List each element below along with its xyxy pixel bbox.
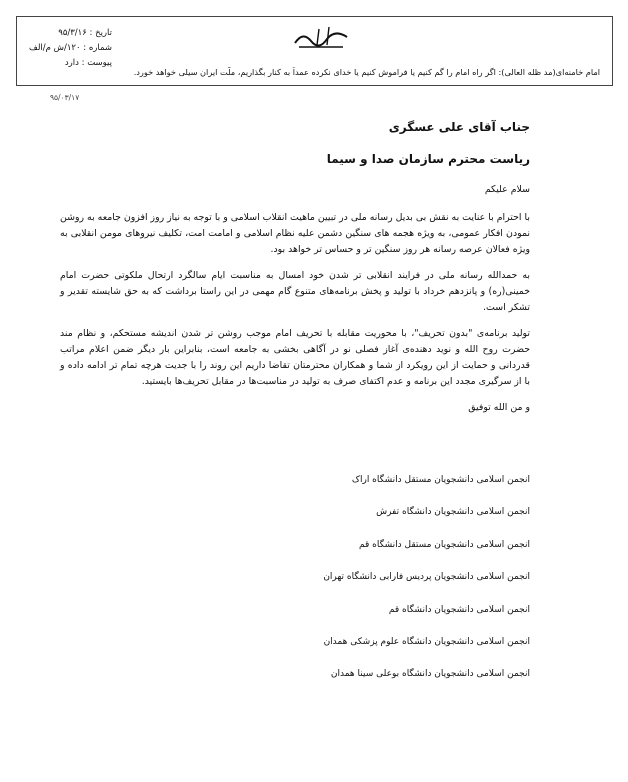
signatory: انجمن اسلامی دانشجویان دانشگاه قم — [388, 604, 530, 615]
imam-quote: امام خامنه‌ای(مد ظله العالی): اگر راه امام را گم کنیم یا فراموش کنیم یا خدای نکرده عمداً به کنار بگذاریم، ملّت ایران سیلی خواهد خورد. — [133, 67, 600, 77]
signatory: انجمن اسلامی دانشجویان دانشگاه تفرش — [376, 507, 530, 518]
signatory: انجمن اسلامی دانشجویان پردیس فارابی دانشگاه تهران — [323, 572, 530, 583]
signatory: انجمن اسلامی دانشجویان مستقل دانشگاه اراک — [351, 475, 530, 485]
signatory: انجمن اسلامی دانشجویان دانشگاه بوعلی سینا همدان — [330, 669, 530, 680]
addressee-position: ریاست محترم سازمان صدا و سیما — [326, 152, 530, 166]
body-paragraph: تولید برنامه‌ی "بدون تحریف"، با محوریت مقابله با تحریف امام موجب روشن تر شدن اندیشه مستحکم، و نظام مند حضرت روح الله و نوید دهنده‌ی آغاز فصلی نو در آگاهی بخشی به جامعه است، بنابراین بار دیگر ضمن اعلام مراتب قدردانی و حمایت از این رویکرد از شما و همکاران محترمتان تقاضا داریم این روند را با جدیت هرچه تمام تر ادامه داده و با از سرگیری مجدد این برنامه و عدم اکتفای صرف به تولید در مناسبت‌ها در مقابل تحریف‌ها بایستید. — [60, 328, 530, 387]
signatory: انجمن اسلامی دانشجویان دانشگاه علوم پزشکی همدان — [323, 636, 530, 647]
calligraphy-logo — [289, 21, 353, 55]
greeting: سلام علیکم — [484, 184, 530, 195]
letter-date: تاریخ : ۹۵/۳/۱۶ — [58, 28, 112, 38]
letter-number: شماره : ۱۲۰/ش م/الف — [29, 43, 112, 53]
receipt-stamp: ۹۵/۰۳/۱۷ — [50, 93, 80, 102]
letter-body — [60, 118, 530, 416]
letter-meta — [20, 26, 112, 71]
body-paragraph: با احترام با عنایت به نقش بی بدیل رسانه ملی در تبیین ماهیت انقلاب اسلامی و با توجه به نیاز روز افزون جامعه به روشن نمودن افکار عمومی، به ویژه هجمه های سنگین دشمن علیه نظام اسلامی و امامت امت، تکلیف نیروهای مومن انقلابی به ویژه فعالان عرصه رسانه هر روز سنگین تر و حساس تر خواهد بود. — [60, 212, 530, 255]
body-paragraph: به حمدالله رسانه ملی در فرایند انقلابی تر شدن خود امسال به مناسبت ایام سالگرد ارتحال ملکوتی حضرت امام خمینی(ره) و پانزدهم خرداد با تولید و پخش برنامه‌های متنوع گام مهمی در این راستا برداشت که به حق شایسته تقدیر و تشکر است. — [60, 270, 530, 313]
closing: و من الله توفیق — [468, 402, 530, 413]
calligraphy-logo-icon — [289, 21, 353, 55]
letter-attachment: پیوست : دارد — [64, 58, 112, 68]
signatory: انجمن اسلامی دانشجویان مستقل دانشگاه قم — [359, 539, 530, 550]
addressee: جناب آقای علی عسگری — [388, 120, 530, 134]
signature-list — [60, 473, 530, 700]
